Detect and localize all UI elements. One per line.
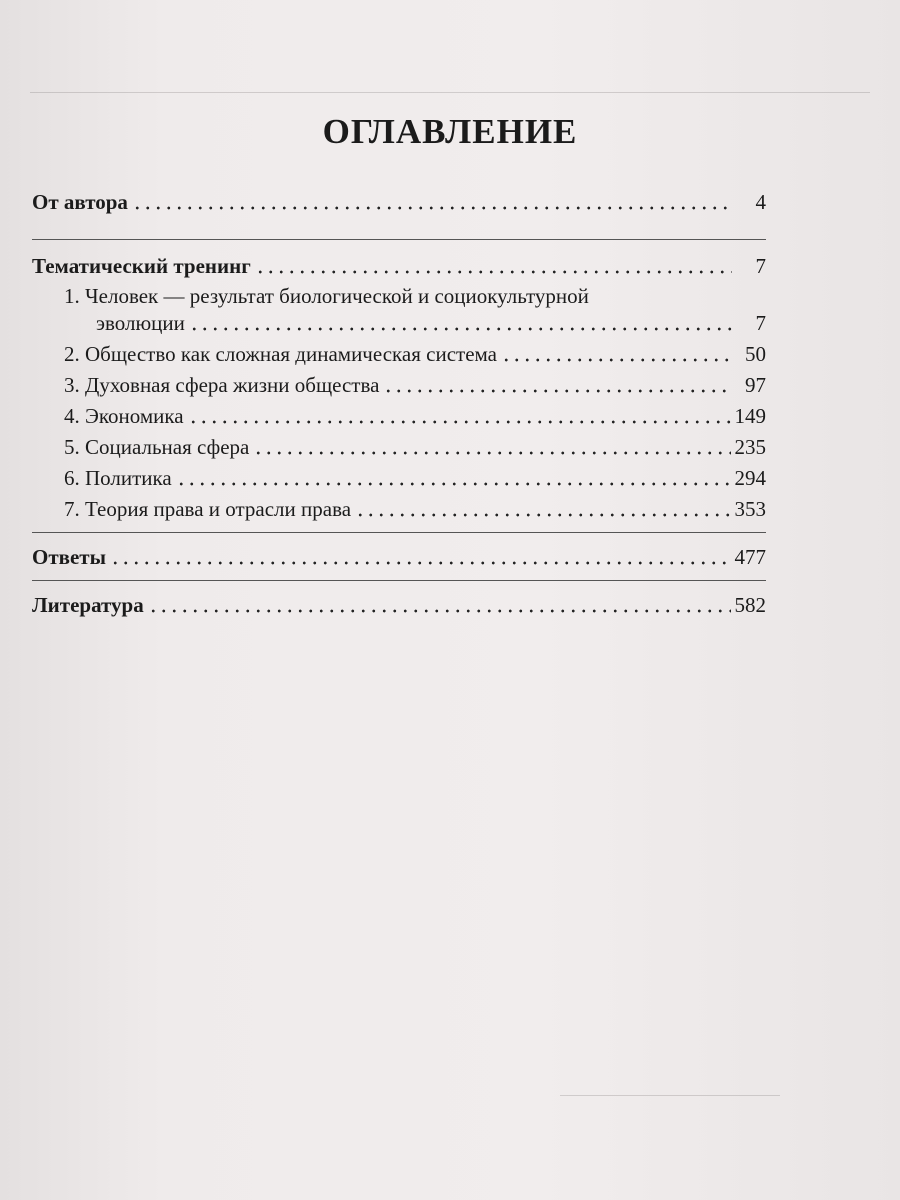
toc-entry-literature[interactable] — [32, 591, 766, 622]
bleed-through-rule — [560, 1095, 780, 1096]
dot-leader — [110, 559, 730, 567]
toc-entry-chapter-6[interactable] — [32, 464, 766, 495]
toc-entry-label: Литература — [32, 593, 144, 617]
toc-entry-label-line1: 1. Человек — результат биологической и социокультурной — [64, 284, 589, 308]
section-divider — [32, 219, 766, 240]
toc-entry-page: 582 — [734, 593, 766, 617]
toc-entry-label: 7. Теория права и отрасли права — [64, 497, 352, 521]
dot-leader — [188, 418, 731, 426]
toc-entry-label: Ответы — [32, 545, 107, 569]
toc-entry-chapter-5[interactable] — [32, 433, 766, 464]
toc-entry-chapter-3[interactable] — [32, 371, 766, 402]
section-divider — [32, 526, 766, 533]
toc-entry-label: 4. Экономика — [64, 404, 184, 428]
toc-entry-page: 97 — [745, 373, 766, 397]
toc-entry-label: 3. Духовная сфера жизни общества — [64, 373, 380, 397]
dot-leader — [189, 325, 732, 333]
toc-entry-page: 50 — [745, 342, 766, 366]
toc-entry-page: 353 — [734, 497, 766, 521]
toc-entry-thematic-training[interactable] — [32, 252, 766, 283]
page-title: ОГЛАВЛЕНИЕ — [322, 112, 578, 151]
dot-leader — [255, 268, 732, 276]
toc-entry-chapter-7[interactable] — [32, 495, 766, 526]
dot-leader — [253, 449, 730, 457]
toc-entry-answers[interactable] — [32, 543, 766, 574]
table-of-contents — [32, 188, 766, 622]
toc-entry-label: 6. Политика — [64, 466, 172, 490]
toc-entry-page: 149 — [734, 404, 766, 428]
section-divider — [32, 574, 766, 581]
dot-leader — [132, 204, 732, 212]
dot-leader — [176, 480, 731, 488]
toc-entry-author[interactable] — [32, 188, 766, 219]
toc-entry-chapter-4[interactable] — [32, 402, 766, 433]
toc-entry-label: Тематический тренинг — [32, 254, 251, 278]
toc-entry-page: 7 — [755, 311, 766, 335]
toc-entry-label: 5. Социальная сфера — [64, 435, 250, 459]
toc-entry-label: 2. Общество как сложная динамическая система — [64, 342, 497, 366]
dot-leader — [148, 607, 731, 615]
toc-entry-chapter-1[interactable] — [32, 283, 766, 340]
dot-leader — [355, 511, 730, 519]
toc-entry-label: От автора — [32, 190, 128, 214]
toc-entry-page: 477 — [734, 545, 766, 569]
toc-entry-page: 7 — [755, 254, 766, 278]
toc-entry-page: 4 — [755, 190, 766, 214]
toc-entry-page: 294 — [734, 466, 766, 490]
toc-entry-chapter-2[interactable] — [32, 340, 766, 371]
toc-entry-line2 — [32, 309, 766, 340]
dot-leader — [383, 387, 732, 395]
toc-entry-page: 235 — [734, 435, 766, 459]
dot-leader — [501, 356, 732, 364]
bleed-through-rule — [30, 92, 870, 93]
toc-entry-label-line2: эволюции — [96, 311, 185, 335]
